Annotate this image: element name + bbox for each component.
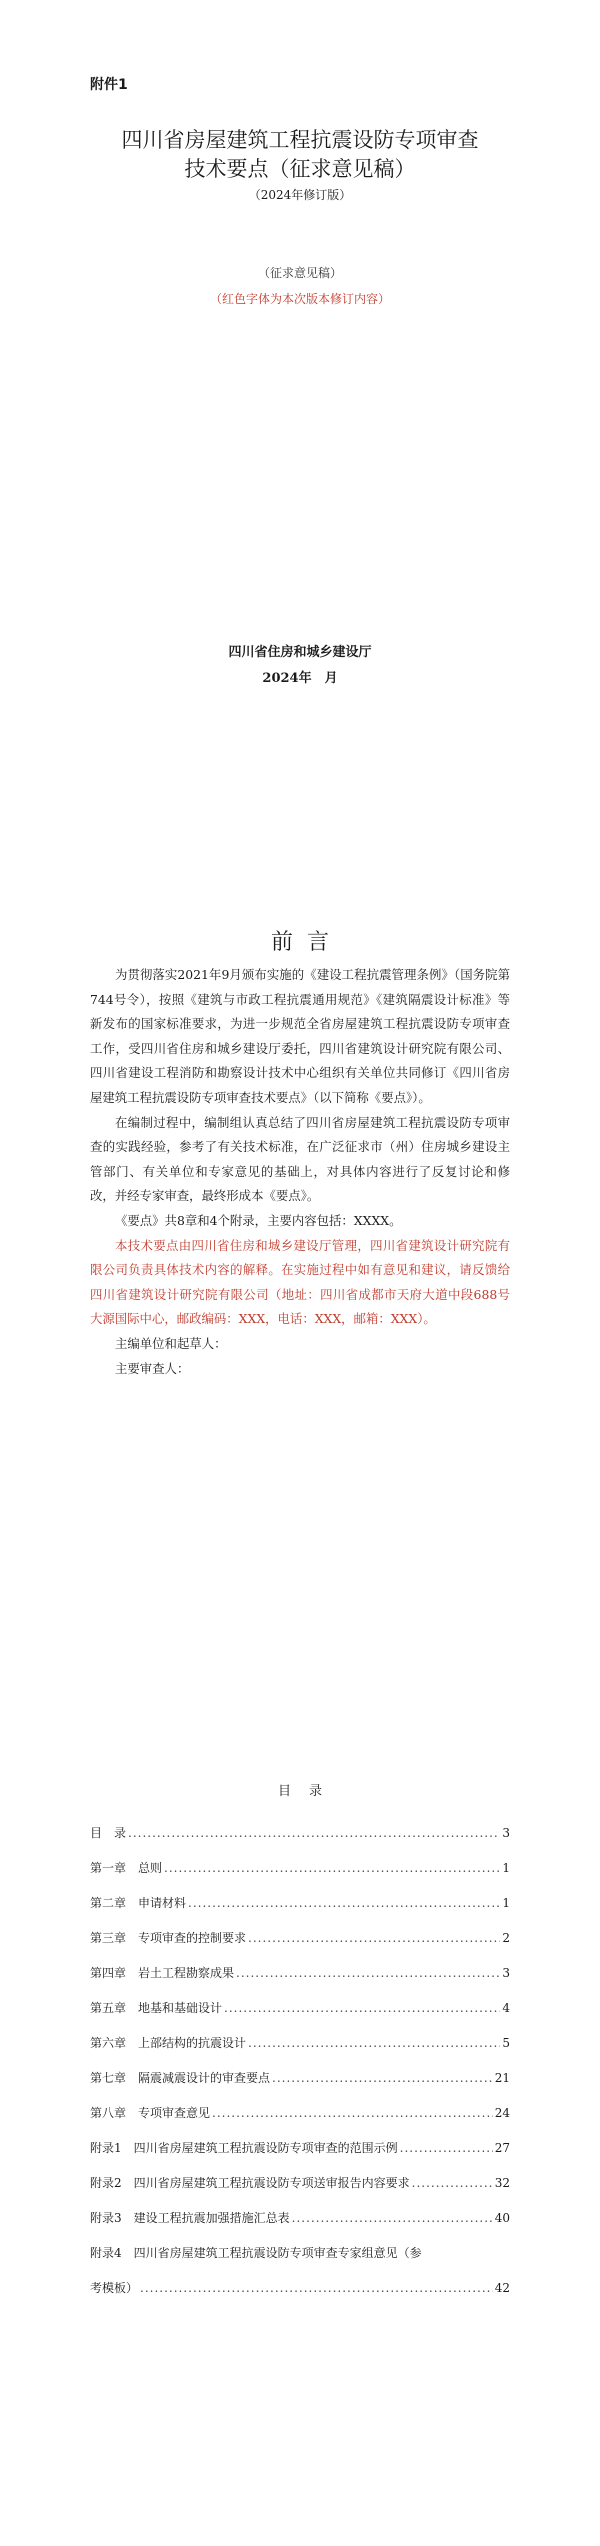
toc-entry[interactable]	[90, 2201, 510, 2236]
toc-entry-page: 32	[494, 2176, 510, 2190]
toc-entry[interactable]	[90, 2096, 510, 2131]
toc-dot-leader	[224, 1991, 500, 2026]
toc-title: 目录	[277, 1784, 340, 1799]
toc-entry-label: 第二章 申请材料	[90, 1896, 187, 1910]
toc-entry[interactable]	[90, 1886, 510, 1921]
toc-entry-label: 第五章 地基和基础设计	[90, 2001, 223, 2015]
toc-entry[interactable]	[90, 1921, 510, 1956]
toc-entry[interactable]	[90, 1851, 510, 1886]
toc-dot-leader	[128, 1816, 500, 1851]
preface-paragraph: 《要点》共8章和4个附录，主要内容包括：XXXX。	[115, 1212, 402, 1228]
toc-entry-page: 5	[502, 2036, 510, 2050]
toc-dot-leader	[236, 1956, 500, 1991]
toc-entry-page: 24	[494, 2106, 510, 2120]
issuer: 四川省住房和城乡建设厅	[228, 645, 372, 660]
document-title-line1: 四川省房屋建筑工程抗震设防专项审查	[121, 128, 479, 152]
toc-dot-leader	[248, 1921, 500, 1956]
document-title-line2: 技术要点（征求意见稿）	[184, 157, 416, 181]
toc-entry-label: 附录3 建设工程抗震加强措施汇总表	[90, 2211, 290, 2225]
preface-paragraph: 主编单位和起草人：	[115, 1335, 227, 1351]
toc-entry-label-continued: 考模板）	[90, 2281, 139, 2295]
toc-entry[interactable]	[90, 2131, 510, 2166]
edition-label: （2024年修订版）	[248, 188, 352, 202]
toc-entry-page: 27	[494, 2141, 510, 2155]
toc-entry-label: 第一章 总则	[90, 1861, 163, 1875]
issue-date: 2024年 月	[262, 671, 338, 686]
toc-entry-page: 3	[502, 1966, 510, 1980]
toc-entry-label: 附录2 四川省房屋建筑工程抗震设防专项送审报告内容要求	[90, 2176, 410, 2190]
toc-dot-leader	[412, 2166, 493, 2201]
toc-entry-label: 第六章 上部结构的抗震设计	[90, 2036, 247, 2050]
table-of-contents	[90, 1816, 510, 2306]
toc-entry[interactable]	[90, 2061, 510, 2096]
preface-body	[90, 963, 510, 1381]
toc-entry[interactable]	[90, 2026, 510, 2061]
toc-entry-page: 4	[502, 2001, 510, 2015]
toc-dot-leader	[212, 2096, 493, 2131]
attachment-label: 附件1	[90, 77, 128, 93]
preface-paragraph: 为贯彻落实2021年9月颁布实施的《建设工程抗震管理条例》（国务院第744号令），按照《建筑与市政工程抗震通用规范》《建筑隔震设计标准》等新发布的国家标准要求，为进一步规范全省房屋建筑工程抗震设防专项审查工作，受四川省住房和城乡建设厅委托，四川省建筑设计研究院有限公司、四川省建设工程消防和勘察设计技术中心组织有关单位共同修订《四川省房屋建筑工程抗震设防专项审查技术要点》（以下简称《要点》）。	[90, 967, 510, 1105]
toc-entry-page: 1	[502, 1896, 510, 1910]
toc-entry-page: 1	[502, 1861, 510, 1875]
toc-dot-leader	[272, 2061, 493, 2096]
toc-entry[interactable]	[90, 1991, 510, 2026]
toc-dot-leader	[400, 2131, 493, 2166]
toc-entry[interactable]	[90, 2236, 510, 2306]
toc-dot-leader	[140, 2271, 493, 2306]
toc-entry-label: 目 录	[90, 1826, 127, 1840]
toc-entry-label: 第三章 专项审查的控制要求	[90, 1931, 247, 1945]
toc-dot-leader	[188, 1886, 500, 1921]
preface-paragraph: 在编制过程中，编制组认真总结了四川省房屋建筑工程抗震设防专项审查的实践经验，参考了有关技术标准，在广泛征求市（州）住房城乡建设主管部门、有关单位和专家意见的基础上，对具体内容进行了反复讨论和修改，并经专家审查，最终形成本《要点》。	[90, 1114, 510, 1204]
revision-note: （红色字体为本次版本修订内容）	[209, 292, 390, 306]
toc-entry-label: 附录4 四川省房屋建筑工程抗震设防专项审查专家组意见（参	[90, 2246, 422, 2260]
toc-entry-page: 42	[494, 2281, 510, 2295]
toc-entry[interactable]	[90, 1956, 510, 1991]
toc-entry-page: 21	[494, 2071, 510, 2085]
toc-entry-page: 40	[494, 2211, 510, 2225]
toc-entry-page: 2	[502, 1931, 510, 1945]
preface-paragraph-revised: 本技术要点由四川省住房和城乡建设厅管理，四川省建筑设计研究院有限公司负责具体技术内容的解释。在实施过程中如有意见和建议，请反馈给四川省建筑设计研究院有限公司（地址：四川省成都市天府大道中段688号大源国际中心，邮政编码：XXX，电话：XXX，邮箱：XXX）。	[90, 1237, 510, 1327]
toc-entry[interactable]	[90, 1816, 510, 1851]
toc-entry-label: 附录1 四川省房屋建筑工程抗震设防专项审查的范围示例	[90, 2141, 398, 2155]
toc-entry-page: 3	[502, 1826, 510, 1840]
toc-dot-leader	[292, 2201, 493, 2236]
toc-entry[interactable]	[90, 2166, 510, 2201]
preface-paragraph: 主要审查人：	[115, 1360, 190, 1376]
toc-dot-leader	[164, 1851, 500, 1886]
toc-entry-label: 第七章 隔震减震设计的审查要点	[90, 2071, 271, 2085]
draft-note: （征求意见稿）	[257, 266, 342, 280]
toc-entry-label: 第八章 专项审查意见	[90, 2106, 211, 2120]
preface-title: 前言	[270, 930, 343, 955]
toc-dot-leader	[248, 2026, 500, 2061]
toc-entry-label: 第四章 岩土工程勘察成果	[90, 1966, 235, 1980]
